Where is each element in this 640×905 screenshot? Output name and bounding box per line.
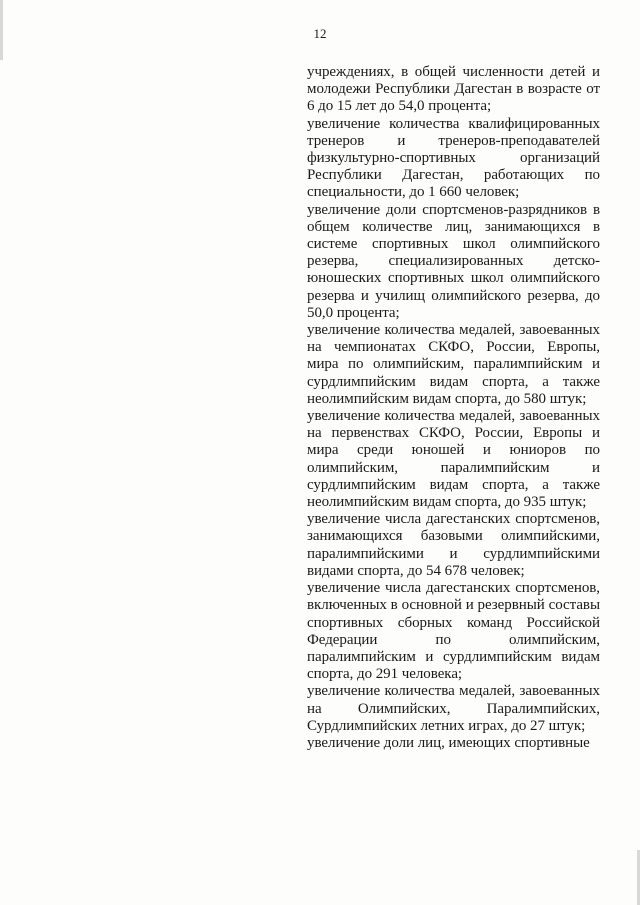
paragraph-olympic-medals: увеличение количества медалей, завоеванных на Олимпийских, Паралимпийских, Сурдлимпийских летних играх, до 27 штук; bbox=[307, 683, 600, 734]
paragraph-continuation: учреждениях, в общей численности детей и молодежи Республики Дагестан в возрасте от 6 до 15 лет до 54,0 процента; bbox=[307, 64, 600, 115]
page-number: 12 bbox=[313, 26, 327, 41]
paragraph-youth-medals: увеличение количества медалей, завоеванных на первенствах СКФО, России, Европы и мира среди юношей и юниоров по олимпийским, паралимпийским и сурдлимпийским видам спорта, а также неолимпийским видам спорта, до 935 штук; bbox=[307, 408, 600, 511]
paragraph-sports-titles-start: увеличение доли лиц, имеющих спортивные bbox=[307, 734, 590, 751]
document-body bbox=[307, 64, 600, 752]
paragraph-national-team-athletes: увеличение числа дагестанских спортсменов, включенных в основной и резервный составы спортивных сборных команд Российской Федерации по олимпийским, паралимпийским и сурдлимпийским видам спорта, до 291 человека; bbox=[307, 580, 600, 683]
paragraph-ranked-athletes: увеличение доли спортсменов-разрядников в общем количестве лиц, занимающихся в системе спортивных школ олимпийского резерва, специализированных детско-юношеских спортивных школ олимпийского резерва и училищ олимпийского резерва, до 50,0 процента; bbox=[307, 201, 600, 321]
paragraph-athletes-basic-sports: увеличение числа дагестанских спортсменов, занимающихся базовыми олимпийскими, паралимпийскими и сурдлимпийскими видами спорта, до 54 678 человек; bbox=[307, 511, 600, 579]
paragraph-trainers: увеличение количества квалифицированных тренеров и тренеров-преподавателей физкультурно-спортивных организаций Республики Дагестан, работающих по специальности, до 1 660 человек; bbox=[307, 115, 600, 201]
paragraph-championship-medals: увеличение количества медалей, завоеванных на чемпионатах СКФО, России, Европы, мира по олимпийским, паралимпийским и сурдлимпийским видам спорта, а также неолимпийским видам спорта, до 580 штук; bbox=[307, 322, 600, 407]
